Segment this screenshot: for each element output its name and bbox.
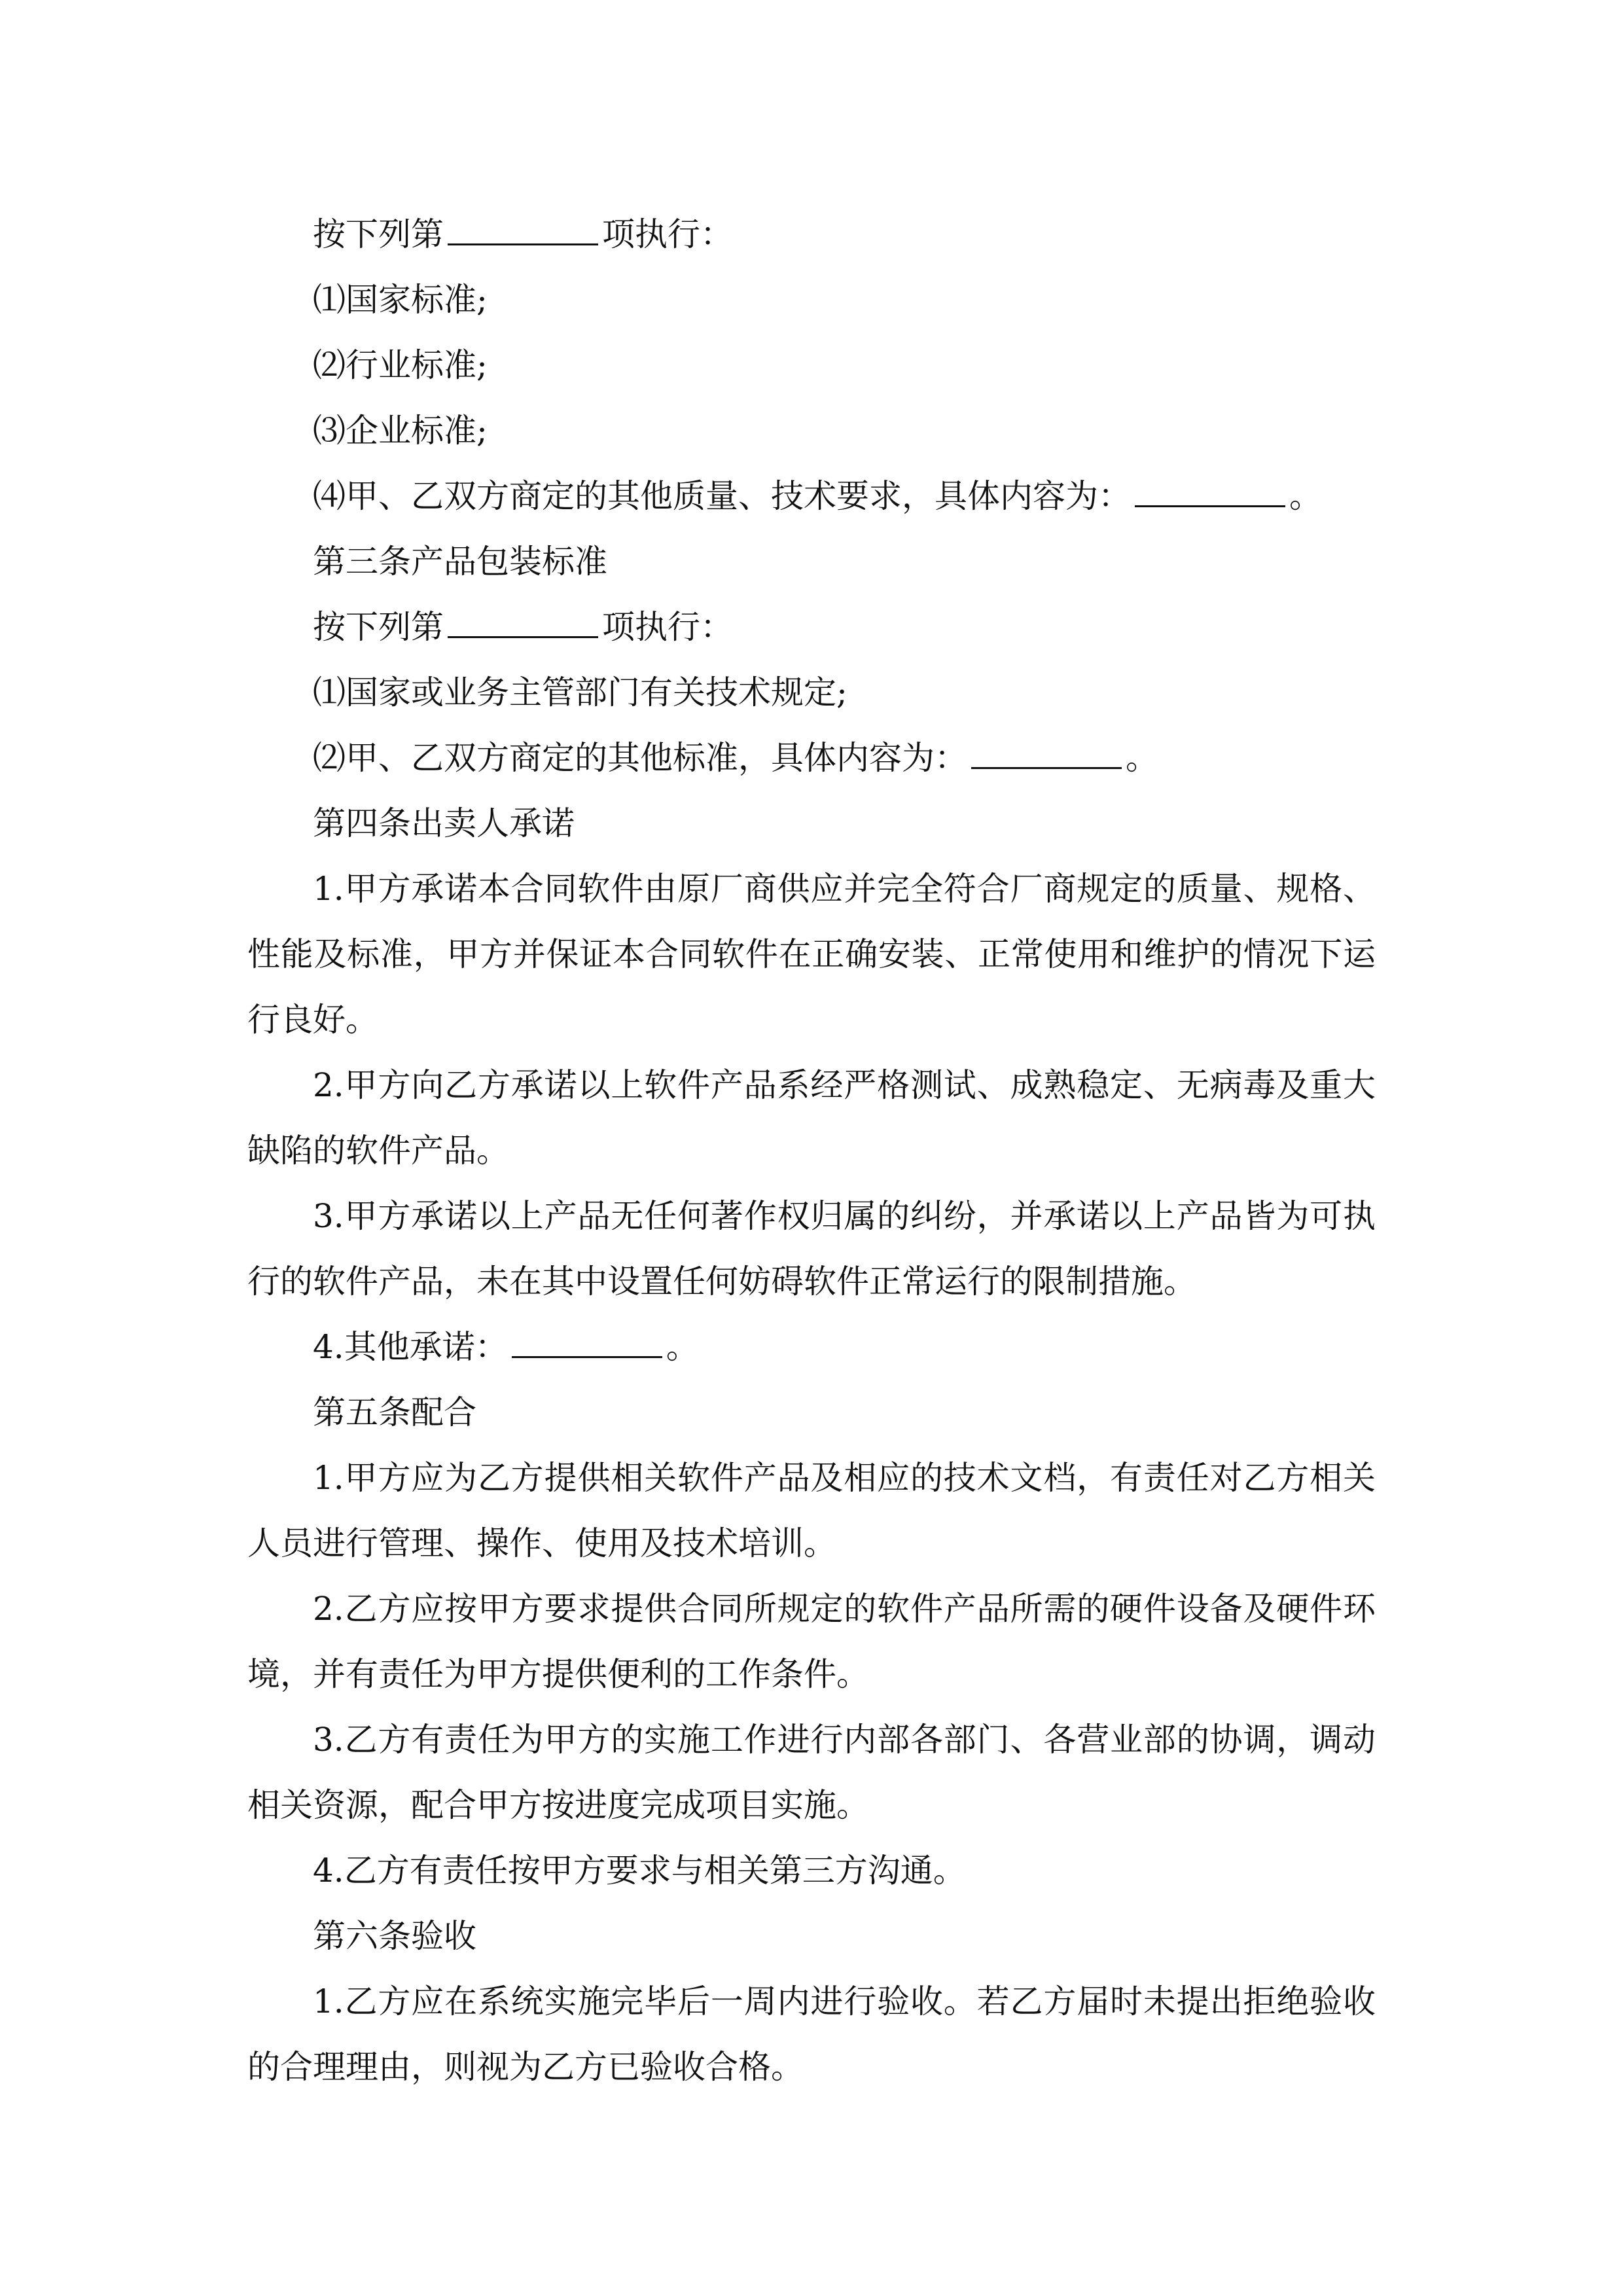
paragraph-text: 2.乙方应按甲方要求提供合同所规定的软件产品所需的硬件设备及硬件环境，并有责任为甲方提供便利的工作条件。 bbox=[247, 1590, 1376, 1693]
paragraph-text: 按下列第 bbox=[313, 608, 444, 646]
paragraph-text: 。 bbox=[1289, 477, 1322, 515]
paragraph-text: 项执行： bbox=[602, 608, 733, 646]
fill-in-blank bbox=[512, 1326, 662, 1358]
paragraph-text: 3.乙方有责任为甲方的实施工作进行内部各部门、各营业部的协调，调动相关资源，配合甲方按进度完成项目实施。 bbox=[247, 1721, 1376, 1824]
clause-paragraph bbox=[247, 1838, 1376, 1903]
section-heading bbox=[247, 791, 1376, 856]
clause-paragraph bbox=[247, 332, 1376, 398]
section-heading bbox=[247, 1903, 1376, 1969]
clause-paragraph bbox=[247, 1052, 1376, 1183]
paragraph-text: 4.乙方有责任按甲方要求与相关第三方沟通。 bbox=[313, 1852, 966, 1890]
clause-paragraph bbox=[247, 398, 1376, 463]
paragraph-text: 按下列第 bbox=[313, 215, 444, 253]
paragraph-text: ⑴国家标准; bbox=[313, 281, 488, 319]
paragraph-text: 3.甲方承诺以上产品无任何著作权归属的纠纷，并承诺以上产品皆为可执行的软件产品，未在其中设置任何妨碍软件正常运行的限制措施。 bbox=[247, 1197, 1376, 1300]
clause-paragraph bbox=[247, 1445, 1376, 1576]
paragraph-text: 1.乙方应在系统实施完毕后一周内进行验收。若乙方届时未提出拒绝验收的合理理由，则视为乙方已验收合格。 bbox=[247, 1982, 1376, 2086]
clause-paragraph bbox=[247, 1314, 1376, 1380]
paragraph-text: 4.其他承诺： bbox=[313, 1328, 508, 1366]
clause-paragraph bbox=[247, 660, 1376, 725]
clause-paragraph bbox=[247, 267, 1376, 332]
heading-text: 第五条配合 bbox=[313, 1393, 476, 1431]
paragraph-text: ⑵行业标准; bbox=[313, 346, 488, 384]
fill-in-blank bbox=[971, 737, 1122, 769]
paragraph-text: ⑶企业标准; bbox=[313, 412, 488, 450]
fill-in-blank bbox=[1135, 475, 1285, 507]
heading-text: 第四条出卖人承诺 bbox=[313, 804, 575, 842]
clause-paragraph bbox=[247, 856, 1376, 1052]
clause-paragraph bbox=[247, 725, 1376, 791]
paragraph-text: ⑷甲、乙双方商定的其他质量、技术要求，具体内容为： bbox=[313, 477, 1131, 515]
paragraph-text: ⑵甲、乙双方商定的其他标准，具体内容为： bbox=[313, 739, 967, 777]
paragraph-text: ⑴国家或业务主管部门有关技术规定; bbox=[313, 673, 847, 711]
clause-paragraph bbox=[247, 594, 1376, 660]
clause-paragraph bbox=[247, 1707, 1376, 1838]
clause-paragraph bbox=[247, 1969, 1376, 2100]
paragraph-text: 项执行： bbox=[602, 215, 733, 253]
section-heading bbox=[247, 529, 1376, 594]
paragraph-text: 2.甲方向乙方承诺以上软件产品系经严格测试、成熟稳定、无病毒及重大缺陷的软件产品。 bbox=[247, 1066, 1376, 1170]
paragraph-text: 1.甲方应为乙方提供相关软件产品及相应的技术文档，有责任对乙方相关人员进行管理、操作、使用及技术培训。 bbox=[247, 1459, 1376, 1562]
heading-text: 第三条产品包装标准 bbox=[313, 543, 607, 581]
fill-in-blank bbox=[448, 606, 598, 638]
paragraph-text: 。 bbox=[666, 1328, 699, 1366]
fill-in-blank bbox=[448, 213, 598, 245]
clause-paragraph bbox=[247, 463, 1376, 529]
clause-paragraph bbox=[247, 1576, 1376, 1707]
paragraph-text: 1.甲方承诺本合同软件由原厂商供应并完全符合厂商规定的质量、规格、性能及标准，甲方并保证本合同软件在正确安装、正常使用和维护的情况下运行良好。 bbox=[247, 870, 1376, 1039]
section-heading bbox=[247, 1380, 1376, 1445]
document-body bbox=[247, 202, 1376, 2100]
paragraph-text: 。 bbox=[1126, 739, 1158, 777]
heading-text: 第六条验收 bbox=[313, 1917, 476, 1955]
clause-paragraph bbox=[247, 202, 1376, 267]
clause-paragraph bbox=[247, 1183, 1376, 1314]
